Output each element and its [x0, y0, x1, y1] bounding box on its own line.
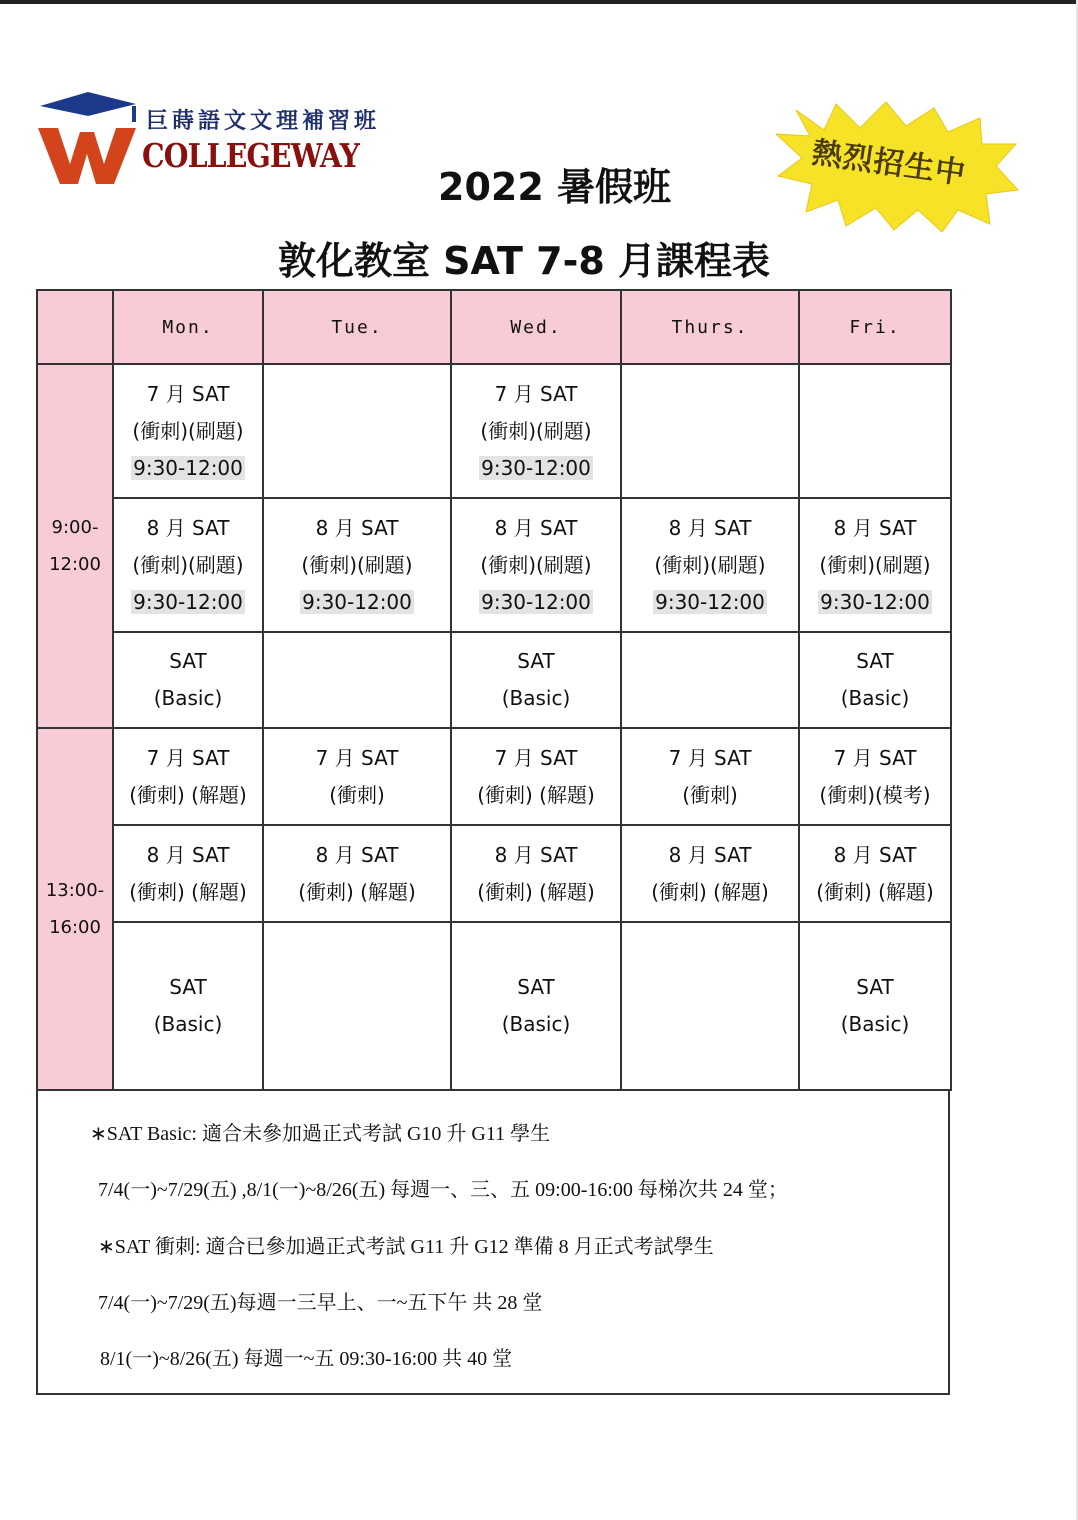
- class-label: 8 月 SAT: [668, 515, 752, 540]
- class-label: 8 月 SAT: [315, 515, 399, 540]
- class-cell: [451, 632, 621, 728]
- class-time: 9:30-12:00: [481, 589, 591, 614]
- time-slot: [37, 728, 113, 1090]
- schedule-row: [37, 825, 951, 922]
- class-label: (衝刺)(刷題): [132, 418, 244, 443]
- class-time: 9:30-12:00: [302, 589, 412, 614]
- day-header: Thurs.: [621, 290, 799, 364]
- recruiting-badge: 熱烈招生中: [809, 135, 969, 192]
- class-label: (衝刺)(刷題): [819, 552, 931, 577]
- class-cell: [113, 498, 263, 632]
- notes-box: [36, 1089, 950, 1395]
- class-cell: [451, 498, 621, 632]
- note-line: 8/1(一)~8/26(五) 每週一~五 09:30-16:00 共 40 堂: [100, 1348, 513, 1370]
- class-label: (衝刺)(刷題): [480, 552, 592, 577]
- schedule-row: [37, 632, 951, 728]
- class-label: SAT: [517, 975, 555, 999]
- class-label: SAT: [517, 649, 555, 673]
- empty-cell: [621, 364, 799, 498]
- top-border: [0, 0, 1078, 4]
- page-title: 2022 暑假班: [438, 165, 671, 209]
- schedule-row: [37, 364, 951, 498]
- class-cell: [621, 825, 799, 922]
- class-cell: [451, 728, 621, 825]
- class-cell: [799, 498, 951, 632]
- logo-chinese-name: 巨蒔語文文理補習班: [146, 108, 381, 134]
- class-label: 8 月 SAT: [833, 842, 917, 867]
- class-cell: [799, 922, 951, 1090]
- day-header: Mon.: [113, 290, 263, 364]
- class-label: (衝刺)(刷題): [301, 552, 413, 577]
- class-cell: [113, 825, 263, 922]
- class-cell: [451, 825, 621, 922]
- class-label: 8 月 SAT: [494, 842, 578, 867]
- class-label: 7 月 SAT: [494, 745, 578, 770]
- note-line: 7/4(一)~7/29(五) ,8/1(一)~8/26(五) 每週一、三、五 09:00-16:00 每梯次共 24 堂；: [98, 1179, 788, 1201]
- class-label: (Basic): [840, 686, 910, 710]
- class-cell: [799, 728, 951, 825]
- empty-cell: [621, 632, 799, 728]
- class-label: (衝刺) (解題): [129, 879, 247, 904]
- class-label: (Basic): [501, 686, 571, 710]
- class-cell: [113, 364, 263, 498]
- empty-cell: [263, 632, 451, 728]
- time-slot: [37, 364, 113, 728]
- day-header: Fri.: [799, 290, 951, 364]
- class-label: (衝刺)(刷題): [654, 552, 766, 577]
- schedule-row: [37, 498, 951, 632]
- class-label: (Basic): [153, 686, 223, 710]
- class-label: (衝刺): [682, 782, 738, 807]
- corner-cell: [37, 290, 113, 364]
- class-time: 9:30-12:00: [655, 589, 765, 614]
- class-time: 9:30-12:00: [481, 455, 591, 480]
- class-label: (衝刺) (解題): [298, 879, 416, 904]
- note-line: ∗SAT Basic: 適合未參加過正式考試 G10 升 G11 學生: [90, 1123, 551, 1145]
- class-label: 7 月 SAT: [315, 745, 399, 770]
- class-cell: [451, 922, 621, 1090]
- empty-cell: [263, 364, 451, 498]
- class-label: 7 月 SAT: [494, 381, 578, 406]
- class-label: 8 月 SAT: [668, 842, 752, 867]
- class-label: SAT: [169, 649, 207, 673]
- class-label: 7 月 SAT: [146, 381, 230, 406]
- note-line: ∗SAT 衝刺: 適合已參加過正式考試 G11 升 G12 準備 8 月正式考試學生: [98, 1236, 714, 1258]
- header-row: [37, 290, 951, 364]
- class-label: (衝刺)(刷題): [480, 418, 592, 443]
- class-label: (衝刺): [329, 782, 385, 807]
- class-label: 7 月 SAT: [833, 745, 917, 770]
- schedule-table: [36, 289, 952, 1091]
- class-label: (衝刺)(模考): [819, 782, 931, 807]
- class-label: (衝刺) (解題): [651, 879, 769, 904]
- class-label: 8 月 SAT: [494, 515, 578, 540]
- logo: [38, 88, 383, 188]
- day-header: Wed.: [451, 290, 621, 364]
- logo-english-name: COLLEGEWAY: [142, 136, 360, 175]
- class-cell: [799, 632, 951, 728]
- time-label: 9:00-: [51, 517, 99, 538]
- class-cell: [263, 728, 451, 825]
- class-label: SAT: [856, 975, 894, 999]
- class-label: SAT: [856, 649, 894, 673]
- class-cell: [451, 364, 621, 498]
- time-label: 16:00: [49, 917, 101, 938]
- class-cell: [621, 728, 799, 825]
- schedule-row: [37, 728, 951, 825]
- note-line: 7/4(一)~7/29(五)每週一三早上、一~五下午 共 28 堂: [98, 1292, 543, 1314]
- class-cell: [113, 728, 263, 825]
- class-time: 9:30-12:00: [133, 589, 243, 614]
- empty-cell: [799, 364, 951, 498]
- class-label: 7 月 SAT: [146, 745, 230, 770]
- class-label: 8 月 SAT: [315, 842, 399, 867]
- class-label: (Basic): [153, 1012, 223, 1036]
- class-label: (衝刺) (解題): [477, 782, 595, 807]
- schedule-row: [37, 922, 951, 1090]
- class-time: 9:30-12:00: [133, 455, 243, 480]
- class-cell: [263, 498, 451, 632]
- page-subtitle: 敦化教室 SAT 7-8 月課程表: [277, 239, 771, 283]
- class-label: (衝刺) (解題): [129, 782, 247, 807]
- class-label: 8 月 SAT: [146, 515, 230, 540]
- empty-cell: [621, 922, 799, 1090]
- logo-mark-icon: [38, 88, 148, 188]
- class-time: 9:30-12:00: [820, 589, 930, 614]
- class-cell: [113, 632, 263, 728]
- class-label: (衝刺) (解題): [477, 879, 595, 904]
- class-cell: [799, 825, 951, 922]
- class-label: 8 月 SAT: [146, 842, 230, 867]
- class-label: 8 月 SAT: [833, 515, 917, 540]
- class-label: (Basic): [501, 1012, 571, 1036]
- class-cell: [263, 825, 451, 922]
- class-label: SAT: [169, 975, 207, 999]
- class-cell: [113, 922, 263, 1090]
- class-label: (Basic): [840, 1012, 910, 1036]
- empty-cell: [263, 922, 451, 1090]
- class-cell: [621, 498, 799, 632]
- class-label: (衝刺) (解題): [816, 879, 934, 904]
- time-label: 12:00: [49, 554, 101, 575]
- class-label: 7 月 SAT: [668, 745, 752, 770]
- class-label: (衝刺)(刷題): [132, 552, 244, 577]
- time-label: 13:00-: [45, 880, 105, 901]
- day-header: Tue.: [263, 290, 451, 364]
